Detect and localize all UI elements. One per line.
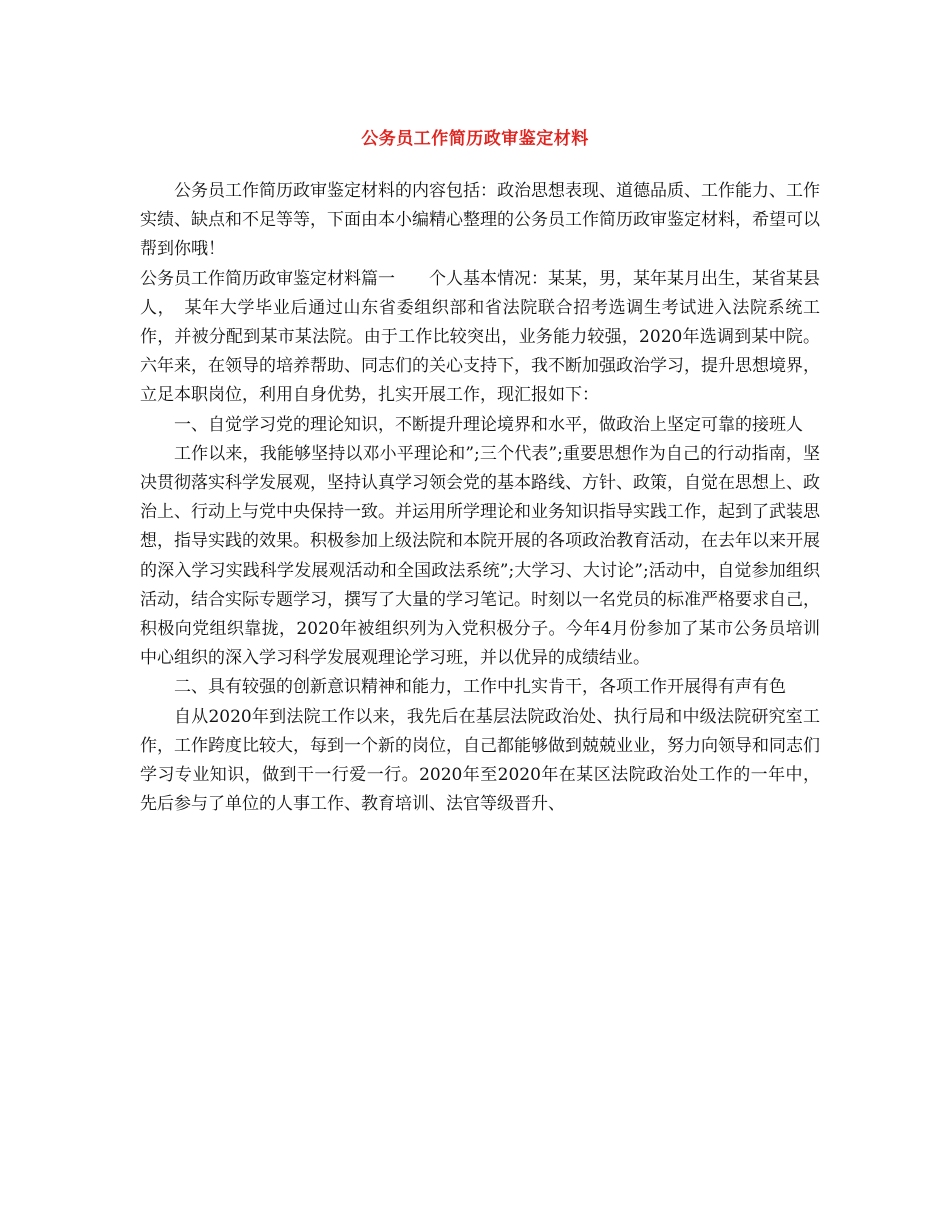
paragraph: 自从2020年到法院工作以来，我先后在基层法院政治处、执行局和中级法院研究室工作，工作跨度比较大，每到一个新的岗位，自己都能够做到兢兢业业，努力向领导和同志们学习专业知识，做到干一行爱一行。2020年至2020年在某区法院政治处工作的一年中，先后参与了单位的人事工作、教育培训、法官等级晋升、 [140, 706, 820, 815]
section-heading: 二、具有较强的创新意识精神和能力，工作中扎实肯干，各项工作开展得有声有色 [174, 677, 786, 698]
document-body [140, 177, 820, 819]
paragraph: 公务员工作简历政审鉴定材料篇一 个人基本情况：某某，男，某年某月出生，某省某县人， 某年大学毕业后通过山东省委组织部和省法院联合招考选调生考试进入法院系统工作，并被分配到某市某法院。由于工作比较突出，业务能力较强，2020年选调到某中院。六年来，在领导的培养帮助、同志们的关心支持下，我不断加强政治学习，提升思想境界，立足本职岗位，利用自身优势，扎实开展工作，现汇报如下： [140, 268, 820, 406]
document-title: 公务员工作简历政审鉴定材料 [361, 129, 589, 149]
paragraph: 工作以来，我能够坚持以邓小平理论和”;三个代表”;重要思想作为自己的行动指南，坚决贯彻落实科学发展观，坚持认真学习领会党的基本路线、方针、政策，自觉在思想上、政治上、行动上与党中央保持一致。并运用所学理论和业务知识指导实践工作，起到了武装思想，指导实践的效果。积极参加上级法院和本院开展的各项政治教育活动，在去年以来开展的深入学习实践科学发展观活动和全国政法系统”;大学习、大讨论”;活动中，自觉参加组织活动，结合实际专题学习，撰写了大量的学习笔记。时刻以一名党员的标准严格要求自己，积极向党组织靠拢，2020年被组织列为入党积极分子。今年4月份参加了某市公务员培训中心组织的深入学习科学发展观理论学习班，并以优异的成绩结业。 [140, 443, 820, 669]
section-heading: 一、自觉学习党的理论知识，不断提升理论境界和水平，做政治上坚定可靠的接班人 [174, 414, 803, 435]
paragraph: 公务员工作简历政审鉴定材料的内容包括：政治思想表现、道德品质、工作能力、工作实绩、缺点和不足等等，下面由本小编精心整理的公务员工作简历政审鉴定材料，希望可以帮到你哦！ [140, 181, 820, 260]
